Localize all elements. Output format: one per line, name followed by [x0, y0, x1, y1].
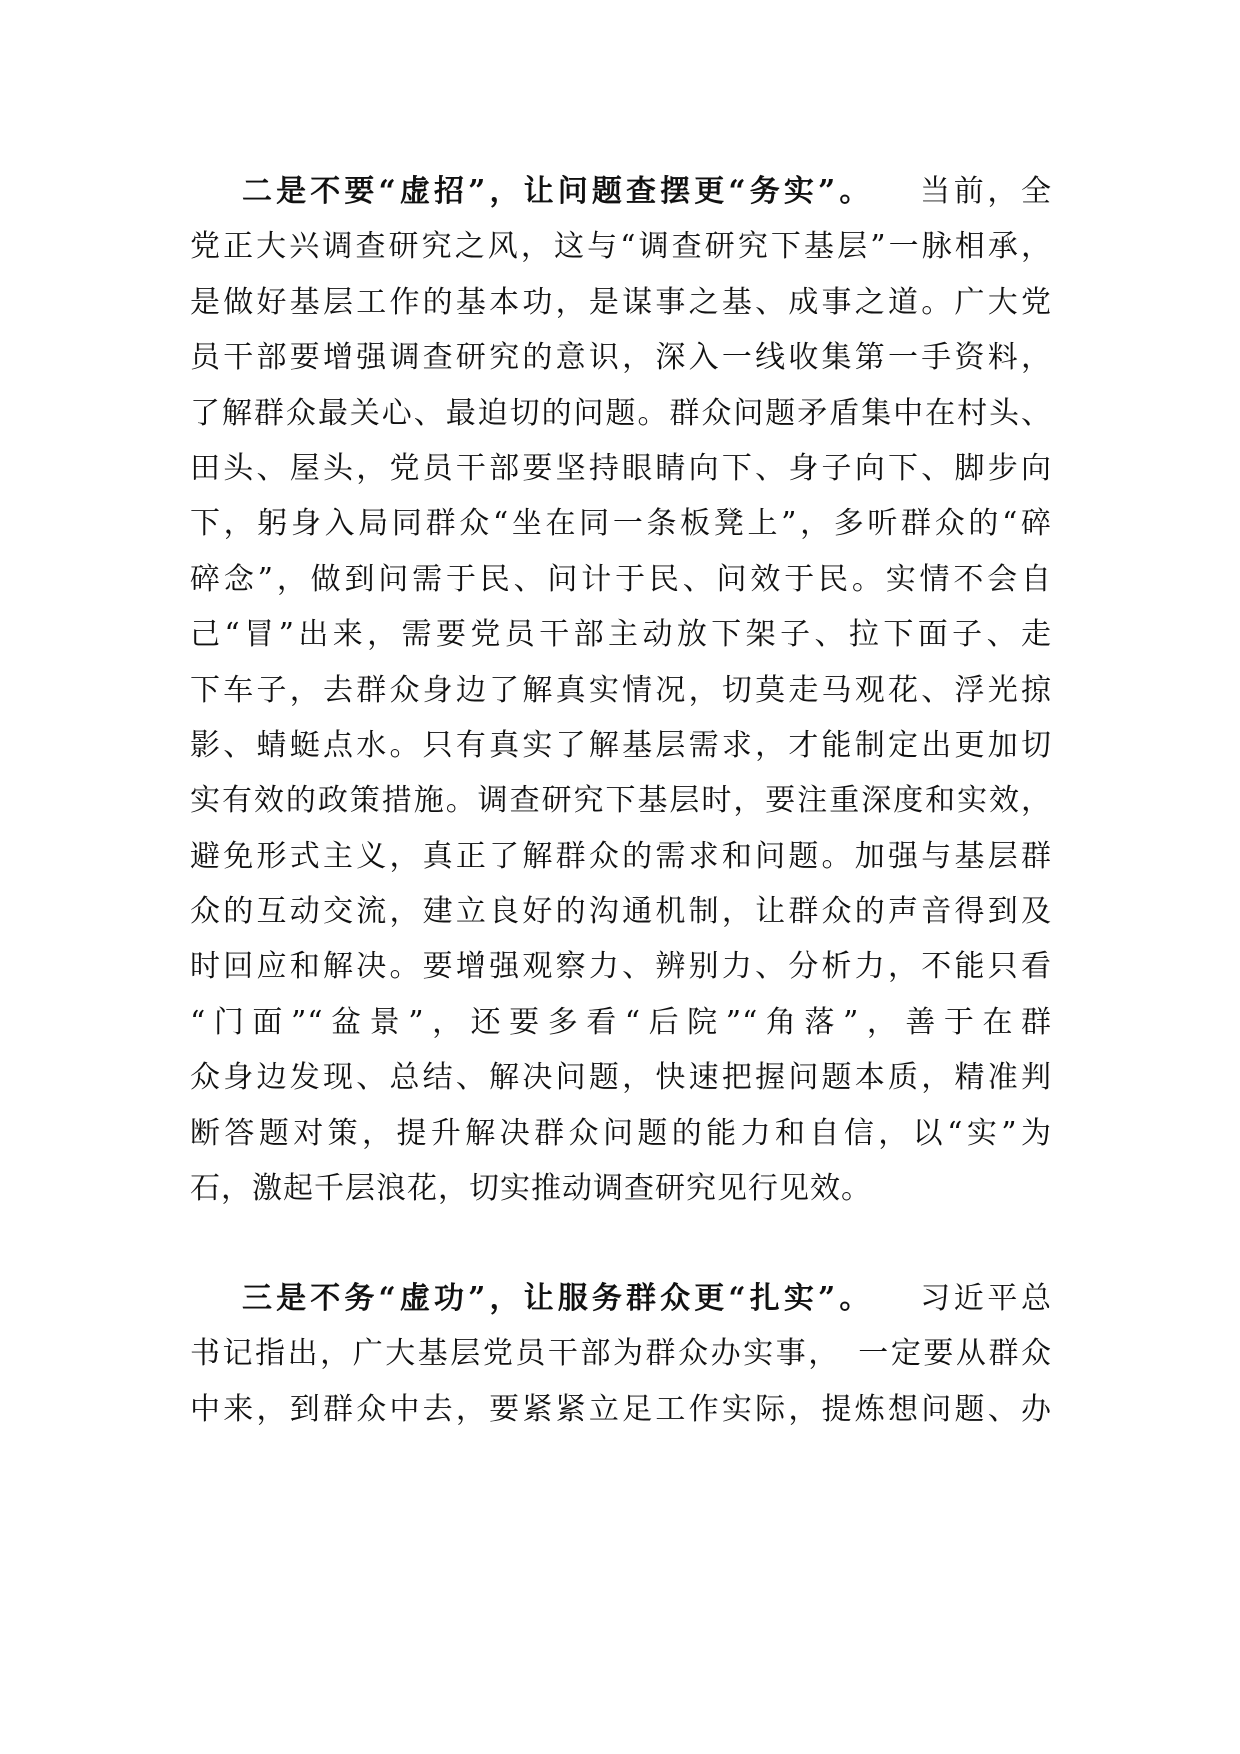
paragraph-line: 断答题对策，提升解决群众问题的能力和自信，以“实”为	[190, 1115, 1052, 1151]
paragraph-line: 避免形式主义，真正了解群众的需求和问题。加强与基层群	[190, 838, 1052, 874]
paragraph-2	[190, 164, 1052, 1216]
paragraph-line: 是做好基层工作的基本功，是谋事之基、成事之道。广大党	[190, 284, 1052, 320]
paragraph-line: 田头、屋头，党员干部要坚持眼睛向下、身子向下、脚步向	[190, 450, 1052, 486]
paragraph-line: 当前，全	[917, 174, 1052, 209]
paragraph-line: “门面”“盆景”，还要多看“后院”“角落”，善于在群	[190, 1004, 1052, 1040]
paragraph-heading: 二是不要“虚招”，让问题查摆更“务实”。	[242, 174, 874, 209]
paragraph-line: 影、蜻蜓点水。只有真实了解基层需求，才能制定出更加切	[190, 727, 1052, 763]
paragraph-line: 众的互动交流，建立良好的沟通机制，让群众的声音得到及	[190, 894, 1052, 930]
paragraph-heading: 三是不务“虚功”，让服务群众更“扎实”。	[242, 1281, 874, 1316]
paragraph-line: 碎念”，做到问需于民、问计于民、问效于民。实情不会自	[190, 561, 1052, 597]
paragraph-line: 时回应和解决。要增强观察力、辨别力、分析力，不能只看	[190, 949, 1052, 985]
paragraph-3	[190, 1271, 1052, 1437]
paragraph-line: 中来，到群众中去，要紧紧立足工作实际，提炼想问题、办	[190, 1391, 1052, 1427]
paragraph-line: 员干部要增强调查研究的意识，深入一线收集第一手资料，	[190, 340, 1052, 376]
paragraph-line: 实有效的政策措施。调查研究下基层时，要注重深度和实效，	[190, 783, 1052, 819]
paragraph-line: 下，躬身入局同群众“坐在同一条板凳上”，多听群众的“碎	[190, 506, 1052, 542]
paragraph-last-line: 石，激起千层浪花，切实推动调查研究见行见效。	[190, 1171, 872, 1207]
paragraph-line: 习近平总	[917, 1281, 1052, 1316]
paragraph-line: 党正大兴调查研究之风，这与“调查研究下基层”一脉相承，	[190, 229, 1052, 265]
paragraph-first-line	[190, 164, 1052, 219]
paragraph-line: 众身边发现、总结、解决问题，快速把握问题本质，精准判	[190, 1060, 1052, 1096]
paragraph-line: 了解群众最关心、最迫切的问题。群众问题矛盾集中在村头、	[190, 395, 1052, 431]
paragraph-line: 书记指出，广大基层党员干部为群众办实事， 一定要从群众	[190, 1336, 1052, 1372]
paragraph-first-line	[190, 1271, 1052, 1326]
paragraph-line: 己“冒”出来，需要党员干部主动放下架子、拉下面子、走	[190, 617, 1052, 653]
paragraph-line: 下车子，去群众身边了解真实情况，切莫走马观花、浮光掠	[190, 672, 1052, 708]
